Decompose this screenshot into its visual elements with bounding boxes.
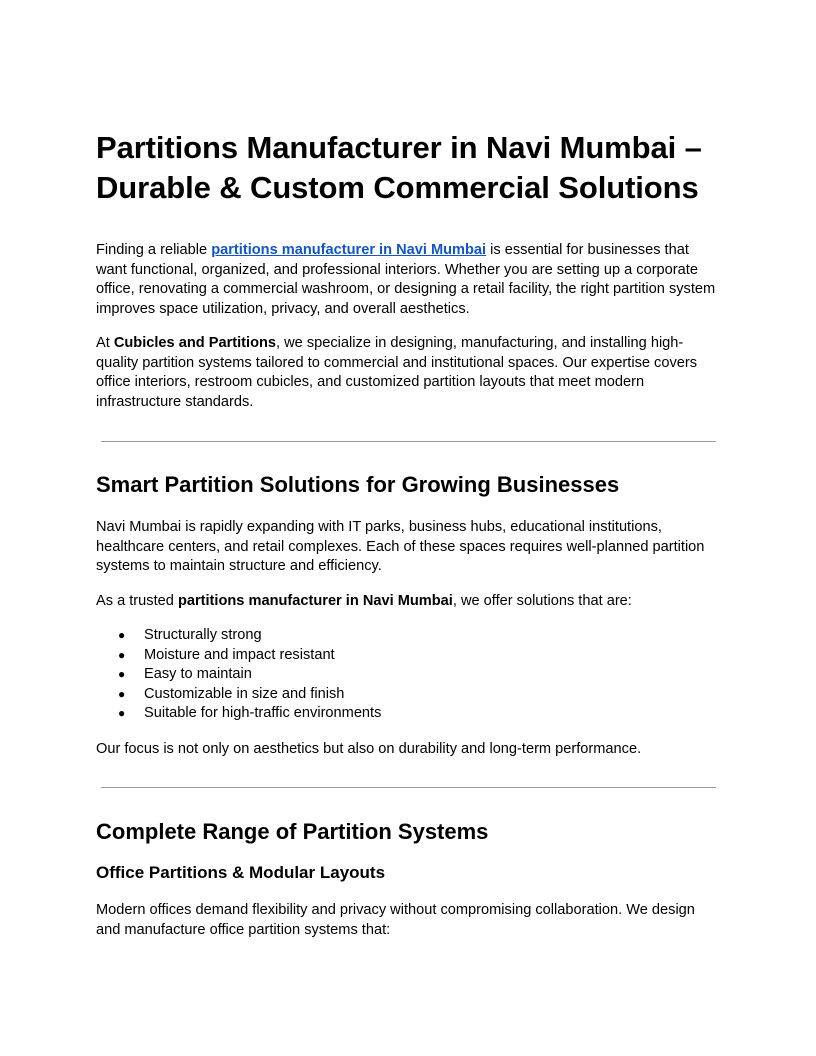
section2-paragraph-1: Modern offices demand flexibility and privacy without compromising collaboration. We design and manufacture office partition systems that: xyxy=(96,902,695,938)
section1-p2-text-after: , we offer solutions that are: xyxy=(452,592,632,609)
bullet-icon: ● xyxy=(118,706,126,720)
list-item-text: Easy to maintain xyxy=(144,666,252,682)
document-page xyxy=(96,128,720,940)
list-item xyxy=(96,626,720,646)
bullet-icon: ● xyxy=(118,667,126,681)
section-heading-partition-systems: Complete Range of Partition Systems xyxy=(96,819,489,844)
intro-p2-text-after: , we specialize in designing, manufacturing, and installing high-quality partition systems tailored to commercial and institutional spaces. Our expertise covers office interiors, restroom cubicles, and customized partition layouts that meet modern infrastructure standards. xyxy=(96,335,698,410)
benefits-list xyxy=(96,626,720,724)
bullet-icon: ● xyxy=(118,628,126,642)
list-item xyxy=(96,685,720,705)
list-item-text: Suitable for high-traffic environments xyxy=(144,705,382,721)
list-item xyxy=(96,704,720,724)
section1-p2-text-before: As a trusted xyxy=(96,592,178,609)
section1-paragraph-2 xyxy=(96,592,720,612)
intro-p1-text-after: is essential for businesses that want functional, organized, and professional interiors. Whether you are setting up a corporate office, renovating a commercial washroom, or designing a retail facility, the right partition system improves space utilization, privacy, and overall aesthetics. xyxy=(96,242,716,317)
list-item xyxy=(96,646,720,666)
section-heading-smart-partitions: Smart Partition Solutions for Growing Businesses xyxy=(96,472,620,497)
partitions-manufacturer-link[interactable]: partitions manufacturer in Navi Mumbai xyxy=(211,242,487,258)
bullet-icon: ● xyxy=(118,686,126,701)
intro-p1-text-before: Finding a reliable xyxy=(96,242,212,258)
section-divider-1 xyxy=(101,441,716,442)
section1-p2-bold: partitions manufacturer in Navi Mumbai xyxy=(177,592,453,609)
section1-paragraph-1: Navi Mumbai is rapidly expanding with IT parks, business hubs, educational institutions, healthcare centers, and retail complexes. Each of these spaces requires well-planned partition systems to maintain structure and efficiency. xyxy=(96,519,705,574)
list-item xyxy=(96,665,720,685)
bullet-icon: ● xyxy=(118,647,126,662)
intro-paragraph-1 xyxy=(96,241,720,319)
company-name: Cubicles and Partitions xyxy=(113,335,277,351)
page-title: Partitions Manufacturer in Navi Mumbai – Durable & Custom Commercial Solutions xyxy=(96,130,702,205)
list-item-text: Customizable in size and finish xyxy=(144,685,345,702)
section-divider-2 xyxy=(101,787,716,788)
intro-paragraph-2 xyxy=(96,334,720,412)
list-item-text: Structurally strong xyxy=(144,627,262,643)
intro-p2-text-before: At xyxy=(96,335,114,351)
list-item-text: Moisture and impact resistant xyxy=(144,646,335,663)
subheading-office-partitions: Office Partitions & Modular Layouts xyxy=(96,863,386,882)
section1-paragraph-3: Our focus is not only on aesthetics but also on durability and long-term performance. xyxy=(96,740,642,757)
